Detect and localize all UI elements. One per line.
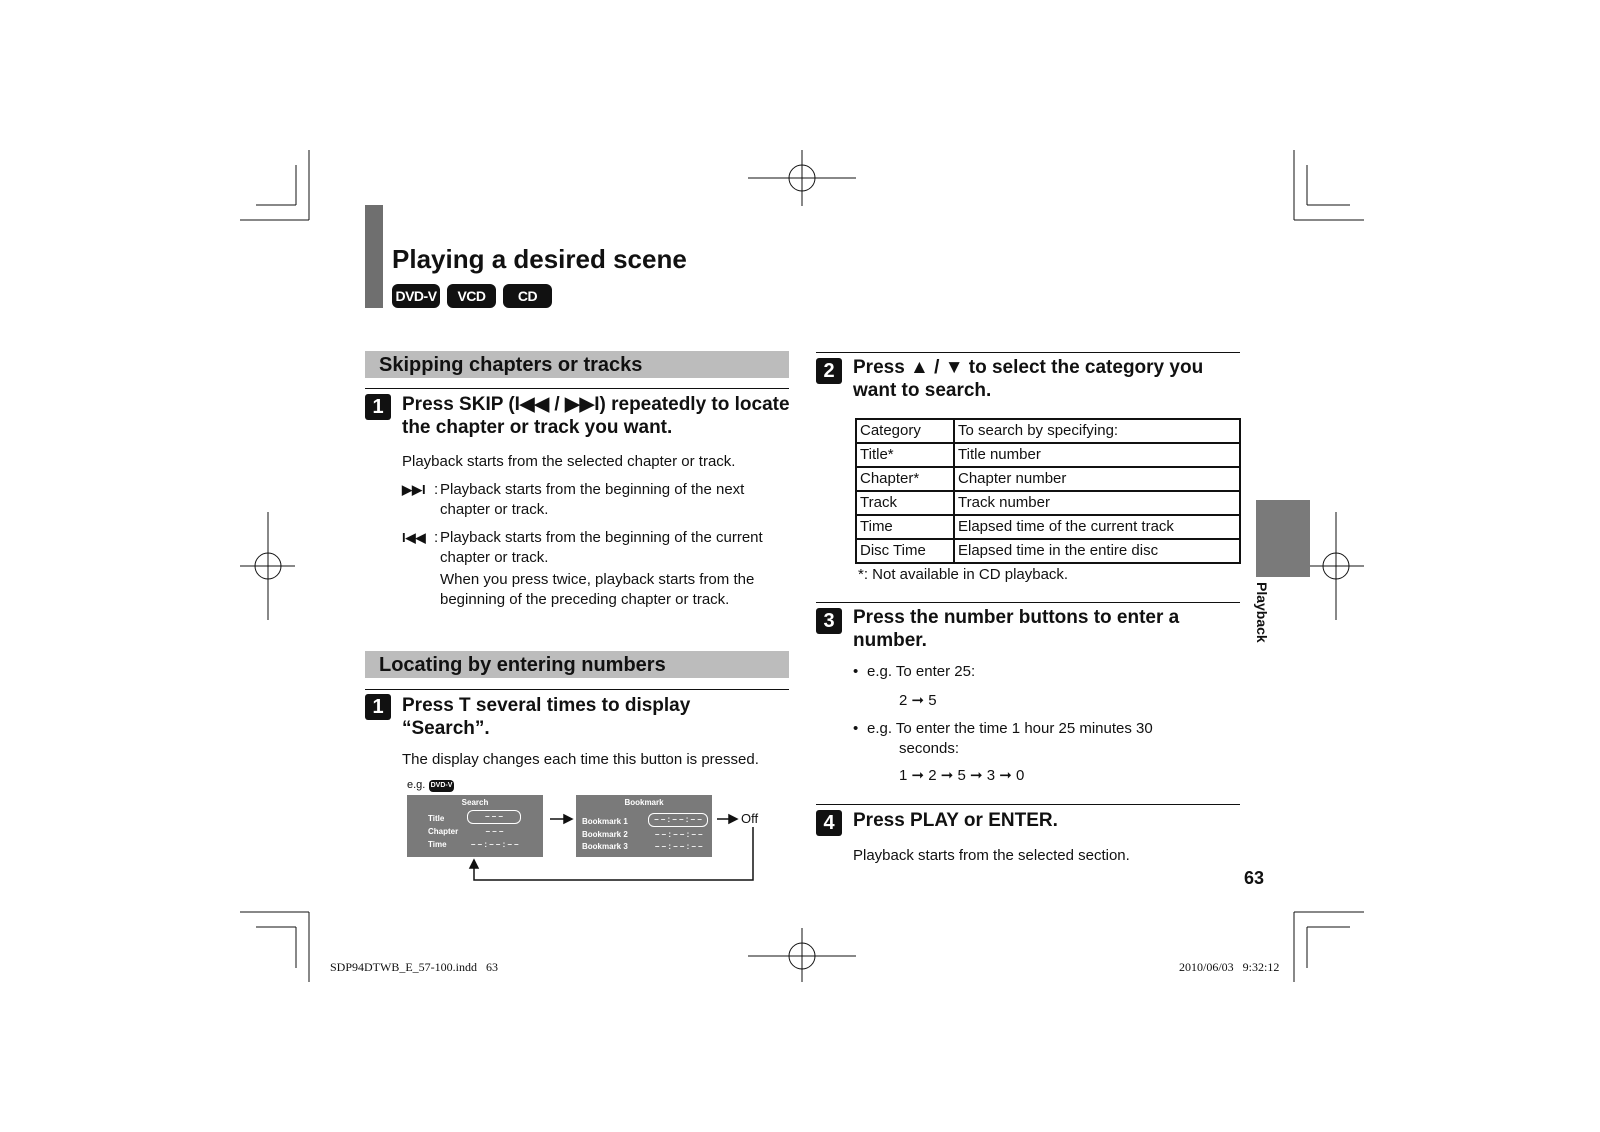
badge-cd: CD	[503, 284, 552, 308]
page-number: 63	[1244, 868, 1265, 888]
step-number: 1	[365, 394, 391, 420]
step-text: Playback starts from the selected chapter or track.	[402, 453, 736, 470]
table-cell: Title*	[856, 443, 954, 467]
bookmark-row-value: – – : – – : – –	[655, 842, 703, 851]
bookmark-row-label: Bookmark 1	[582, 817, 628, 826]
table-cell: Track	[856, 491, 954, 515]
table-row	[856, 443, 1240, 467]
step-heading: Press T several times to display “Search”.	[402, 695, 691, 739]
search-row-label: Time	[428, 840, 447, 849]
table-row	[856, 491, 1240, 515]
bookmark-row-value: – – : – – : – –	[648, 813, 708, 827]
divider	[816, 352, 1240, 353]
table-cell: Time	[856, 515, 954, 539]
step-heading: Press PLAY or ENTER.	[853, 810, 1058, 831]
bullet-dot: •	[853, 720, 859, 737]
table-header-row	[856, 419, 1240, 443]
page-title: Playing a desired scene	[392, 244, 687, 274]
table-cell: Title number	[954, 443, 1240, 467]
table-cell: Chapter number	[954, 467, 1240, 491]
example-text: e.g. To enter the time 1 hour 25 minutes 30 seconds:	[867, 720, 1153, 757]
category-table	[855, 418, 1241, 564]
bookmark-row-value: – – : – – : – –	[655, 830, 703, 839]
divider	[816, 804, 1240, 805]
skip-prev-icon: I◀◀	[402, 530, 426, 545]
skip-next-desc-text: Playback starts from the beginning of the next chapter or track.	[440, 481, 745, 518]
search-row-value: – – –	[467, 810, 521, 824]
bookmark-row-label: Bookmark 2	[582, 830, 628, 839]
off-label: Off	[741, 811, 759, 826]
step-heading: Press the number buttons to enter a number.	[853, 607, 1180, 651]
search-screen-title: Search	[461, 798, 489, 807]
table-cell: Chapter*	[856, 467, 954, 491]
side-tab	[1256, 500, 1310, 577]
eg-badge-dvd-v: DVD-V	[429, 780, 454, 792]
badge-vcd: VCD	[447, 284, 496, 308]
table-cell: Elapsed time of the current track	[954, 515, 1240, 539]
table-header-cell: Category	[856, 419, 954, 443]
search-row-label: Title	[428, 814, 445, 823]
search-row-value: – – : – – : – –	[471, 840, 519, 849]
skip-prev-desc-text: Playback starts from the beginning of the current chapter or track. When you press twice, playback starts from the beginning of the preceding chapter or track.	[440, 529, 763, 608]
step-number: 1	[365, 694, 391, 720]
eg-label: e.g.	[407, 779, 426, 791]
search-row-value: – – –	[485, 827, 504, 836]
table-cell: Track number	[954, 491, 1240, 515]
search-row-label: Chapter	[428, 827, 459, 836]
section-heading-skipping: Skipping chapters or tracks	[365, 351, 789, 378]
step-number: 2	[816, 358, 842, 384]
footer-file-info: SDP94DTWB_E_57-100.indd 63	[330, 960, 498, 974]
bookmark-screen-title: Bookmark	[624, 798, 664, 807]
bookmark-row-label: Bookmark 3	[582, 842, 628, 851]
skip-next-desc: :	[434, 481, 439, 498]
table-row	[856, 467, 1240, 491]
table-cell: Elapsed time in the entire disc	[954, 539, 1240, 563]
section-heading-locating: Locating by entering numbers	[365, 651, 789, 678]
skip-next-icon: ▶▶I	[402, 482, 426, 497]
example-text: e.g. To enter 25:	[867, 663, 976, 680]
table-row	[856, 515, 1240, 539]
step-heading: Press ▲ / ▼ to select the category you want to search.	[853, 357, 1204, 401]
table-header-cell: To search by specifying:	[954, 419, 1240, 443]
footer-timestamp: 2010/06/03 9:32:12	[1179, 960, 1280, 974]
table-cell: Disc Time	[856, 539, 954, 563]
colon: :	[434, 529, 439, 546]
badge-dvd-v: DVD-V	[392, 284, 440, 308]
table-note: *: Not available in CD playback.	[858, 566, 1069, 583]
step-text: Playback starts from the selected section.	[853, 847, 1130, 864]
step-number: 3	[816, 608, 842, 634]
bullet-dot: •	[853, 663, 859, 680]
table-row	[856, 539, 1240, 563]
side-tab-label: Playback	[1254, 582, 1270, 643]
divider	[816, 602, 1240, 603]
step-text: The display changes each time this button is pressed.	[402, 751, 759, 768]
example-sequence: 2 ➞ 5	[899, 692, 937, 709]
example-sequence: 1 ➞ 2 ➞ 5 ➞ 3 ➞ 0	[899, 767, 1025, 784]
step-heading: Press SKIP (I◀◀ / ▶▶I) repeatedly to locate the chapter or track you want.	[402, 394, 790, 438]
step-number: 4	[816, 810, 842, 836]
